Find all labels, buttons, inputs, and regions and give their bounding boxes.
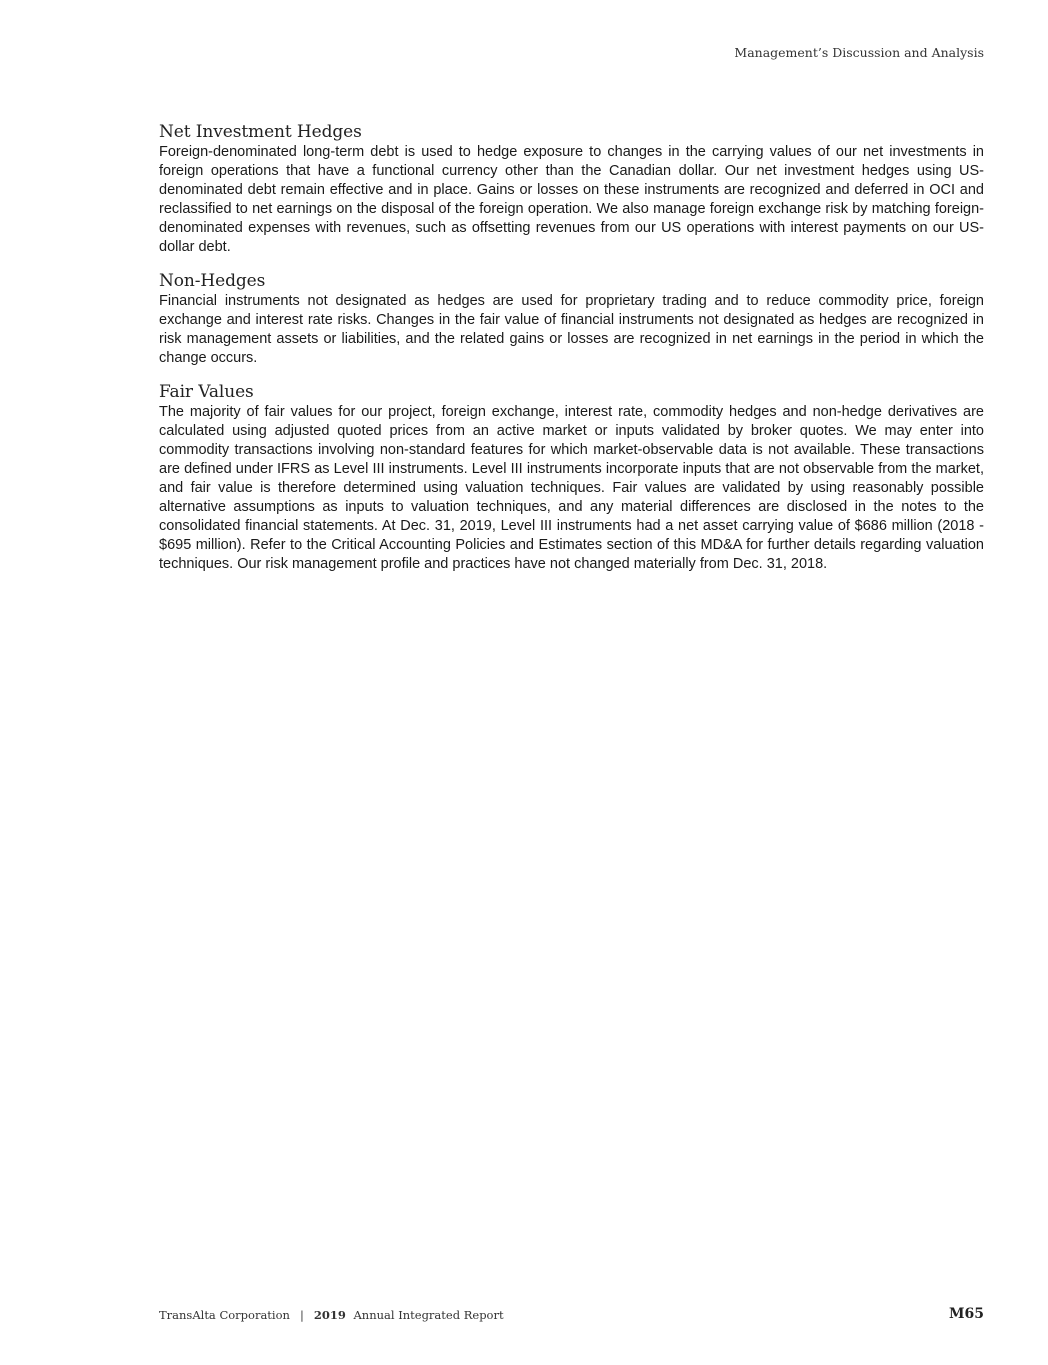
running-header-title: Management’s Discussion and Analysis xyxy=(734,45,984,60)
footer-year: 2019 xyxy=(313,1308,346,1322)
section-heading: Fair Values xyxy=(159,382,254,402)
section-net-investment-hedges xyxy=(159,122,984,257)
footer-report-name: Annual Integrated Report xyxy=(353,1308,504,1322)
section-body: Financial instruments not designated as hedges are used for proprietary trading and to reduce commodity price, foreign exchange and interest rate risks. Changes in the fair value of financial instruments not designated as hedges are recognized in risk management assets or liabilities, and the related gains or losses are recognized in net earnings in the period in which the change occurs. xyxy=(159,293,984,366)
section-non-hedges xyxy=(159,271,984,368)
section-heading: Net Investment Hedges xyxy=(159,122,362,142)
main-content xyxy=(159,122,984,588)
section-fair-values xyxy=(159,382,984,574)
footer-company: TransAlta Corporation xyxy=(159,1308,290,1322)
section-heading: Non-Hedges xyxy=(159,271,266,291)
section-body: Foreign-denominated long-term debt is used to hedge exposure to changes in the carrying values of our net investments in foreign operations that have a functional currency other than the Canadian dollar. Our net investment hedges using US-denominated debt remain effective and in place. Gains or losses on these instruments are recognized and deferred in OCI and reclassified to net earnings on the disposal of the foreign operation. We also manage foreign exchange risk by matching foreign-denominated expenses with revenues, such as offsetting revenues from our US operations with interest payments on our US-dollar debt. xyxy=(159,144,984,255)
footer-left xyxy=(159,1308,504,1322)
page-footer xyxy=(159,1306,984,1326)
page-number: M65 xyxy=(949,1306,984,1322)
footer-separator: | xyxy=(299,1308,304,1322)
section-body: The majority of fair values for our project, foreign exchange, interest rate, commodity hedges and non-hedge derivatives are calculated using adjusted quoted prices from an active market or inputs validated by broker quotes. We may enter into commodity transactions involving non-standard features for which market-observable data is not available. These transactions are defined under IFRS as Level III instruments. Level III instruments incorporate inputs that are not observable from the market, and fair value is therefore determined using valuation techniques. Fair values are validated by using reasonably possible alternative assumptions as inputs to valuation techniques, and any material differences are disclosed in the notes to the consolidated financial statements. At Dec. 31, 2019, Level III instruments had a net asset carrying value of $686 million (2018 - $695 million). Refer to the Critical Accounting Policies and Estimates section of this MD&A for further details regarding valuation techniques. Our risk management profile and practices have not changed materially from Dec. 31, 2018. xyxy=(159,404,984,572)
